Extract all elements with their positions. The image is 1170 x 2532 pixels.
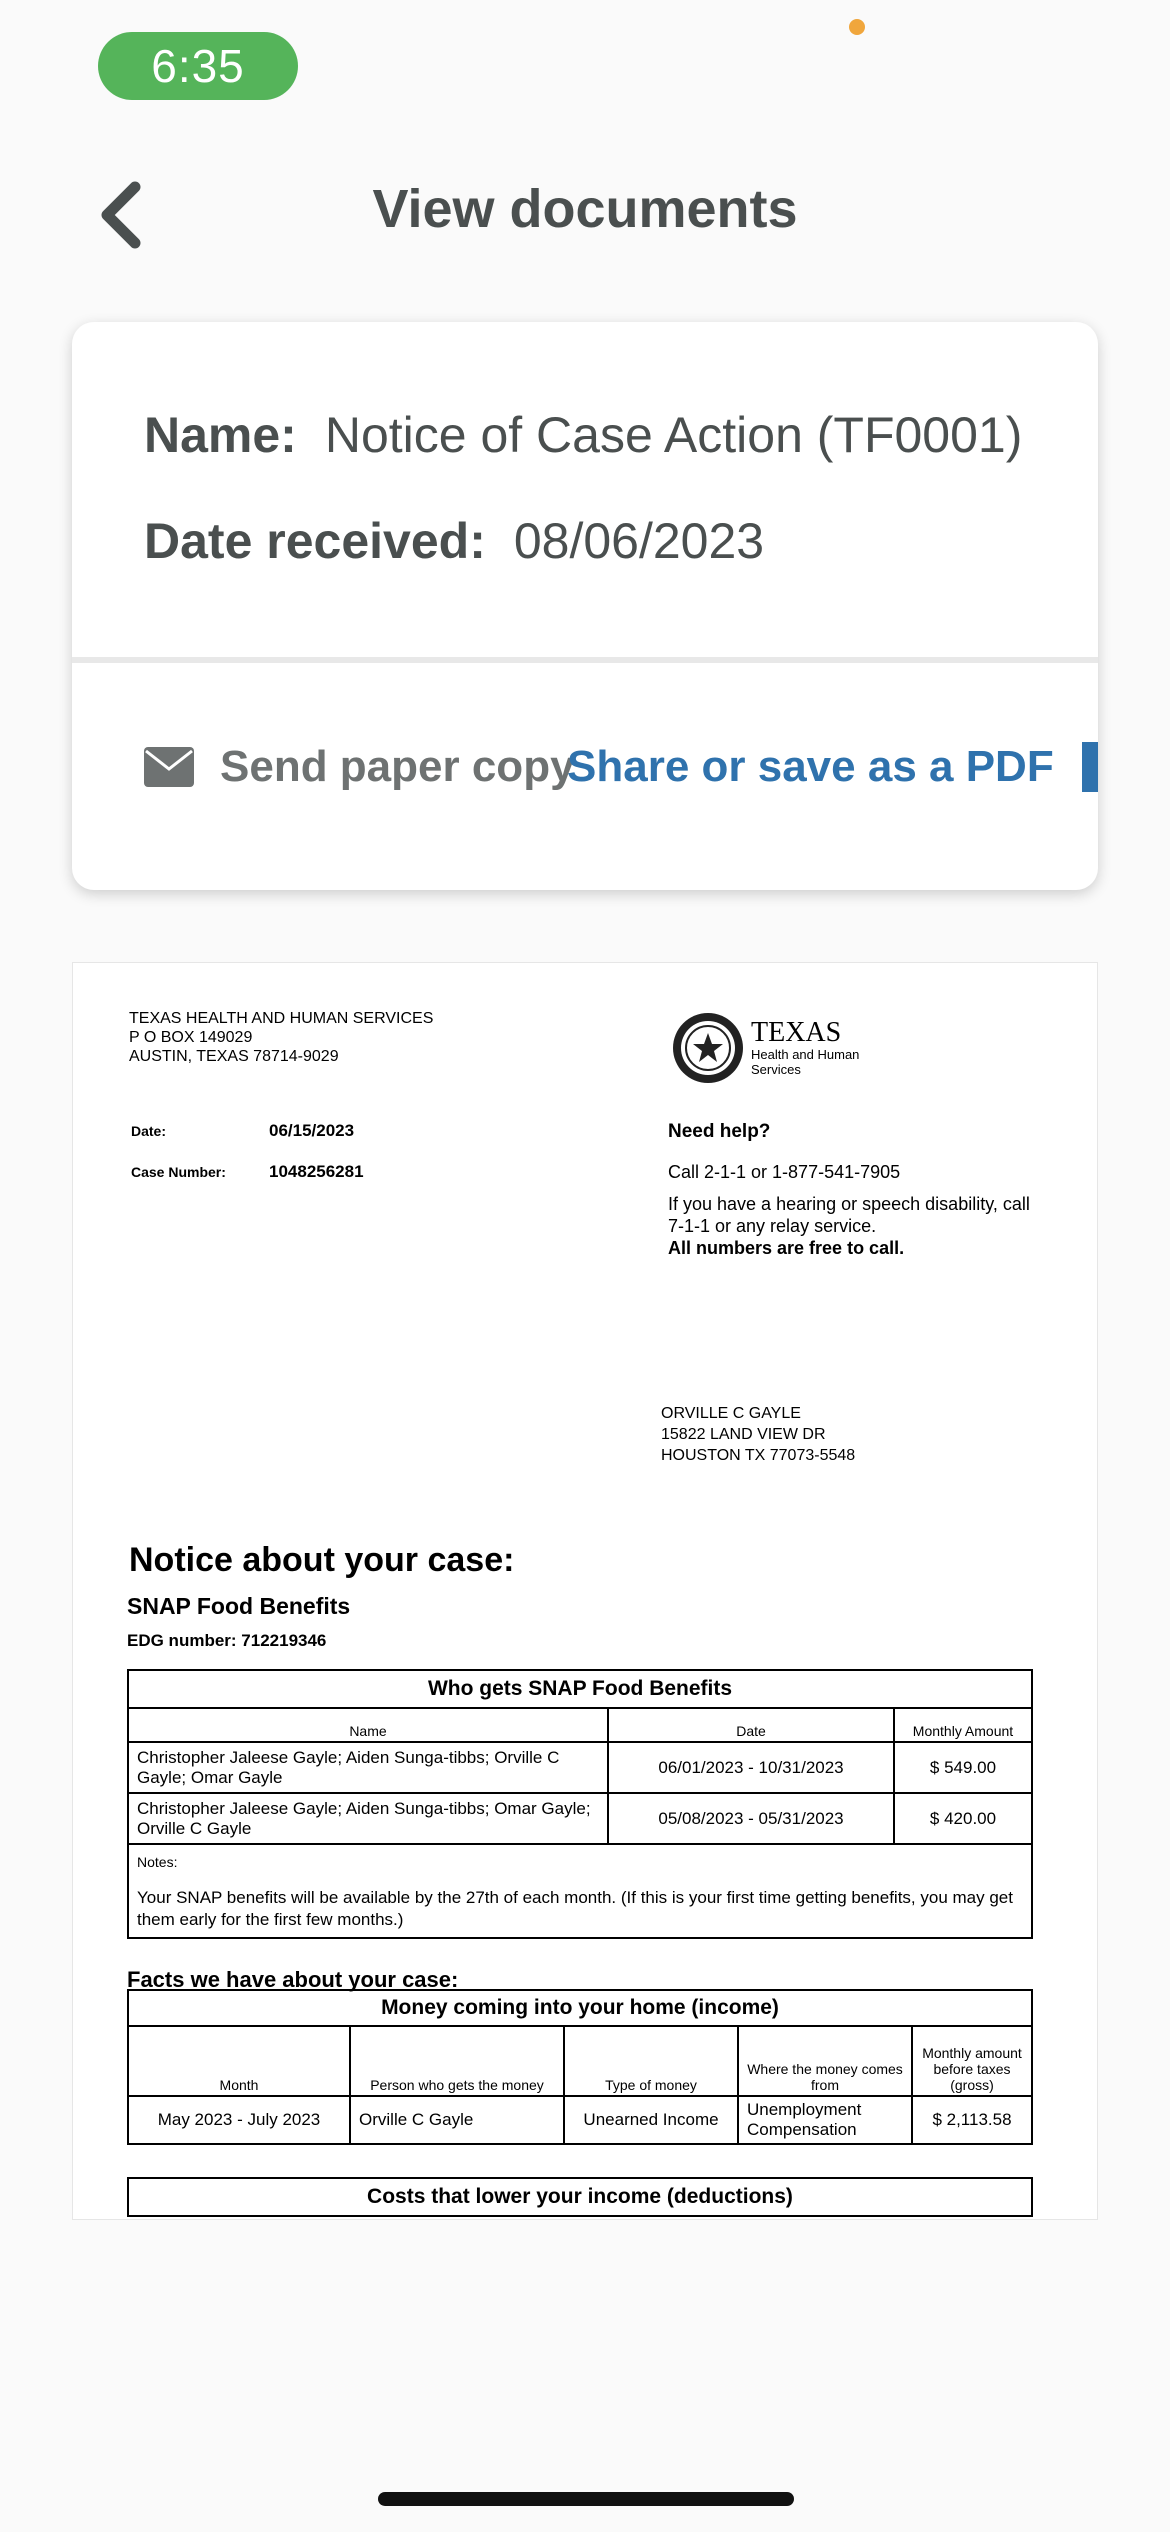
column-header: Month <box>128 2026 350 2096</box>
document-name-label: Name: <box>144 407 297 463</box>
letter-date-value: 06/15/2023 <box>269 1121 355 1140</box>
table-cell: 06/01/2023 - 10/31/2023 <box>608 1742 894 1793</box>
table-cell: $ 2,113.58 <box>912 2096 1032 2144</box>
case-number-value: 1048256281 <box>269 1162 364 1181</box>
income-table-caption: Money coming into your home (income) <box>128 1990 1032 2026</box>
help-box <box>668 1121 1048 1259</box>
table-header-row <box>128 2026 1032 2096</box>
table-cell: Unearned Income <box>564 2096 738 2144</box>
document-preview[interactable] <box>72 962 1098 2220</box>
hhs-logo-text <box>751 1019 859 1077</box>
table-header-row <box>128 1708 1032 1742</box>
edg-value: 712219346 <box>241 1631 327 1650</box>
facts-heading: Facts we have about your case: <box>127 1967 459 1992</box>
deductions-table <box>127 2177 1033 2217</box>
column-header: Monthly amount before taxes (gross) <box>912 2026 1032 2096</box>
hhs-logo <box>671 1011 859 1085</box>
benefits-table-caption: Who gets SNAP Food Benefits <box>128 1670 1032 1708</box>
card-divider <box>72 657 1098 663</box>
edg-number <box>127 1631 326 1651</box>
table-cell: Orville C Gayle <box>350 2096 564 2144</box>
logo-line: TEXAS <box>751 1017 842 1048</box>
table-cell: Christopher Jaleese Gayle; Aiden Sunga-tibbs; Orville C Gayle; Omar Gayle <box>128 1742 608 1793</box>
letter-date-label: Date: <box>131 1123 167 1139</box>
document-name-value: Notice of Case Action (TF0001) <box>324 407 1023 463</box>
share-pdf-button[interactable] <box>567 742 1098 792</box>
deductions-table-caption: Costs that lower your income (deductions) <box>128 2178 1032 2216</box>
file-export-icon <box>1080 742 1098 792</box>
sender-line: AUSTIN, TEXAS 78714-9029 <box>129 1048 339 1065</box>
table-row <box>128 1793 1032 1844</box>
date-received-value: 08/06/2023 <box>513 513 765 569</box>
sender-line: TEXAS HEALTH AND HUMAN SERVICES <box>129 1010 434 1027</box>
notes-cell <box>128 1844 1032 1938</box>
document-actions <box>72 742 1098 822</box>
date-received-label: Date received: <box>144 513 486 569</box>
send-paper-copy-button[interactable] <box>144 742 575 792</box>
notice-title: Notice about your case: <box>129 1541 515 1579</box>
table-cell: May 2023 - July 2023 <box>128 2096 350 2144</box>
column-header: Person who gets the money <box>350 2026 564 2096</box>
table-cell: $ 549.00 <box>894 1742 1032 1793</box>
edg-label: EDG number: <box>127 1631 237 1650</box>
nav-bar <box>0 160 1170 270</box>
column-header: Date <box>608 1708 894 1742</box>
document-name-row <box>144 406 1022 464</box>
column-header: Type of money <box>564 2026 738 2096</box>
logo-line: Health and Human <box>751 1047 860 1062</box>
envelope-icon <box>144 747 194 787</box>
sender-line: P O BOX 149029 <box>129 1029 253 1046</box>
column-header: Monthly Amount <box>894 1708 1032 1742</box>
privacy-indicator-dot <box>849 19 865 35</box>
column-header: Where the money comes from <box>738 2026 912 2096</box>
table-cell: Christopher Jaleese Gayle; Aiden Sunga-tibbs; Omar Gayle; Orville C Gayle <box>128 1793 608 1844</box>
texas-seal-icon <box>671 1011 745 1085</box>
status-time: 6:35 <box>98 32 298 100</box>
addressee-address <box>661 1403 855 1466</box>
program-name: SNAP Food Benefits <box>127 1593 351 1619</box>
help-heading: Need help? <box>668 1121 771 1142</box>
benefits-table <box>127 1669 1033 1939</box>
page-title: View documents <box>372 179 798 239</box>
send-paper-copy-label: Send paper copy <box>220 742 575 791</box>
table-cell: $ 420.00 <box>894 1793 1032 1844</box>
help-call-text: Call 2-1-1 or 1-877-541-7905 <box>668 1162 901 1182</box>
addressee-line: HOUSTON TX 77073-5548 <box>661 1447 856 1464</box>
column-header: Name <box>128 1708 608 1742</box>
table-cell: 05/08/2023 - 05/31/2023 <box>608 1793 894 1844</box>
document-info-card <box>72 322 1098 890</box>
table-row <box>128 1742 1032 1793</box>
addressee-line: ORVILLE C GAYLE <box>661 1405 801 1422</box>
home-indicator[interactable] <box>378 2492 794 2506</box>
income-table <box>127 1989 1033 2145</box>
help-free-text: All numbers are free to call. <box>668 1238 905 1258</box>
help-hearing-text: If you have a hearing or speech disability, call 7-1-1 or any relay service. <box>668 1194 1030 1236</box>
share-pdf-label: Share or save as a PDF <box>567 742 1054 791</box>
date-received-row <box>144 512 764 570</box>
notes-label: Notes: <box>137 1854 178 1870</box>
table-cell: Unemployment Compensation <box>738 2096 912 2144</box>
table-row <box>128 2096 1032 2144</box>
sender-address <box>129 1009 433 1066</box>
addressee-line: 15822 LAND VIEW DR <box>661 1426 826 1443</box>
notes-text: Your SNAP benefits will be available by the 27th of each month. (If this is your first time getting benefits, you may get them early for the first few months.) <box>137 1888 1013 1929</box>
case-number-label: Case Number: <box>131 1164 226 1180</box>
logo-line: Services <box>751 1062 801 1077</box>
